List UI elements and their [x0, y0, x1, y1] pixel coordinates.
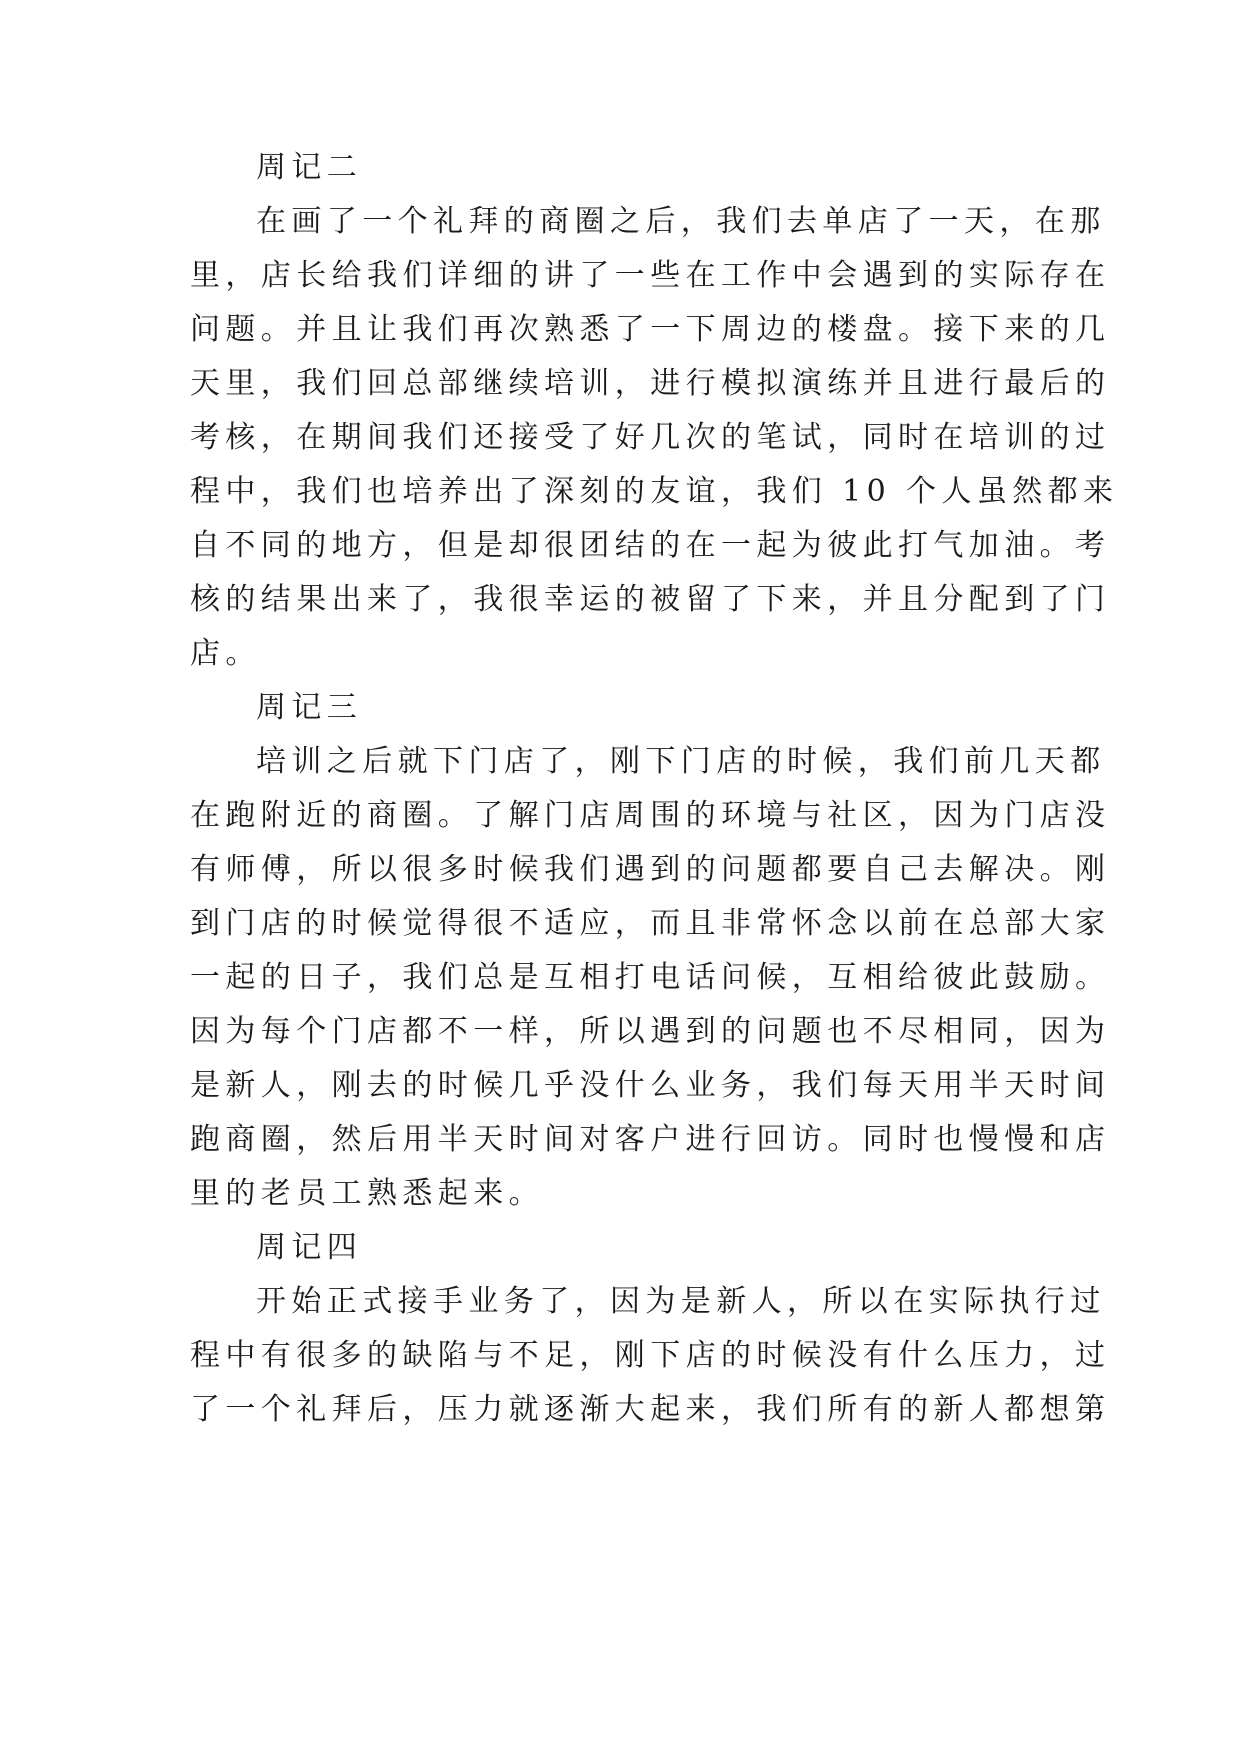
- paragraph-line: 了一个礼拜后，压力就逐渐大起来，我们所有的新人都想第: [190, 1392, 1111, 1427]
- paragraph-line: 程中，我们也培养出了深刻的友谊，我们 10 个人虽然都来: [190, 474, 1119, 509]
- paragraph-line: 在画了一个礼拜的商圈之后，我们去单店了一天，在那: [256, 204, 1106, 239]
- section-heading: 周记四: [256, 1230, 363, 1265]
- paragraph-line: 核的结果出来了，我很幸运的被留了下来，并且分配到了门: [190, 582, 1111, 617]
- paragraph-line: 跑商圈，然后用半天时间对客户进行回访。同时也慢慢和店: [190, 1122, 1111, 1157]
- paragraph-line: 到门店的时候觉得很不适应，而且非常怀念以前在总部大家: [190, 906, 1111, 941]
- section-heading: 周记三: [256, 690, 363, 725]
- paragraph-line: 程中有很多的缺陷与不足，刚下店的时候没有什么压力，过: [190, 1338, 1111, 1373]
- paragraph-line: 因为每个门店都不一样，所以遇到的问题也不尽相同，因为: [190, 1014, 1111, 1049]
- paragraph-line: 问题。并且让我们再次熟悉了一下周边的楼盘。接下来的几: [190, 312, 1111, 347]
- paragraph-line: 在跑附近的商圈。了解门店周围的环境与社区，因为门店没: [190, 798, 1111, 833]
- paragraph-line: 自不同的地方，但是却很团结的在一起为彼此打气加油。考: [190, 528, 1111, 563]
- paragraph-line: 天里，我们回总部继续培训，进行模拟演练并且进行最后的: [190, 366, 1111, 401]
- section-heading: 周记二: [256, 150, 363, 185]
- paragraph-line: 一起的日子，我们总是互相打电话问候，互相给彼此鼓励。: [190, 960, 1111, 995]
- paragraph-line: 里的老员工熟悉起来。: [190, 1176, 544, 1211]
- paragraph-line: 有师傅，所以很多时候我们遇到的问题都要自己去解决。刚: [190, 852, 1111, 887]
- paragraph-line: 里，店长给我们详细的讲了一些在工作中会遇到的实际存在: [190, 258, 1111, 293]
- paragraph-line: 开始正式接手业务了，因为是新人，所以在实际执行过: [256, 1284, 1106, 1319]
- paragraph-line: 考核，在期间我们还接受了好几次的笔试，同时在培训的过: [190, 420, 1111, 455]
- paragraph-line: 是新人，刚去的时候几乎没什么业务，我们每天用半天时间: [190, 1068, 1111, 1103]
- paragraph-line: 培训之后就下门店了，刚下门店的时候，我们前几天都: [256, 744, 1106, 779]
- paragraph-line: 店。: [190, 636, 261, 671]
